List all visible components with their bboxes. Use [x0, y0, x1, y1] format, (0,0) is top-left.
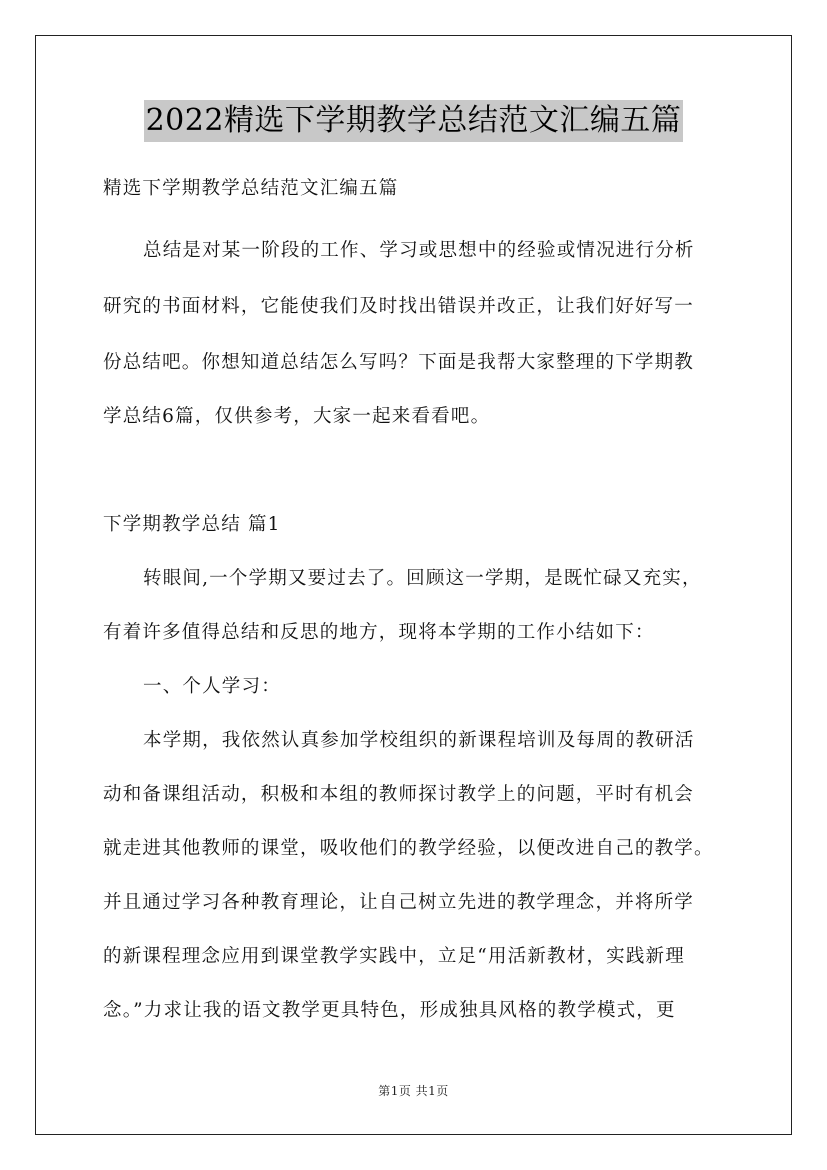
subsection-heading: 一、个人学习：: [143, 676, 281, 697]
paragraph-line: 并且通过学习各种教育理论，让自己树立先进的教学理念，并将所学: [103, 892, 695, 913]
section-heading: 下学期教学总结 篇1: [103, 514, 281, 535]
paragraph-line: 有着许多值得总结和反思的地方，现将本学期的工作小结如下：: [103, 622, 655, 643]
paragraph-line: 本学期，我依然认真参加学校组织的新课程培训及每周的教研活: [143, 730, 695, 751]
subtitle-line: 精选下学期教学总结范文汇编五篇: [103, 178, 399, 199]
paragraph-line: 转眼间,一个学期又要过去了。回顾这一学期，是既忙碌又充实，: [143, 568, 702, 589]
document-title: 2022精选下学期教学总结范文汇编五篇: [144, 100, 684, 142]
paragraph-line: 就走进其他教师的课堂，吸收他们的教学经验，以便改进自己的教学。: [103, 838, 714, 859]
paragraph-line: 研究的书面材料，它能使我们及时找出错误并改正，让我们好好写一: [103, 296, 695, 317]
paragraph-line: 念。”力求让我的语文教学更具特色，形成独具风格的教学模式，更: [103, 1000, 676, 1021]
paragraph-line: 动和备课组活动，积极和本组的教师探讨教学上的问题，平时有机会: [103, 784, 695, 805]
paragraph-line: 总结是对某一阶段的工作、学习或思想中的经验或情况进行分析: [143, 240, 695, 261]
title-container: [0, 100, 827, 142]
paragraph-line: 的新课程理念应用到课堂教学实践中，立足“用活新教材，实践新理: [103, 946, 685, 967]
paragraph-line: 份总结吧。你想知道总结怎么写吗？下面是我帮大家整理的下学期教: [103, 352, 695, 373]
page-number-footer: 第1页 共1页: [378, 1084, 449, 1098]
paragraph-line: 学总结6篇，仅供参考，大家一起来看看吧。: [103, 406, 491, 427]
